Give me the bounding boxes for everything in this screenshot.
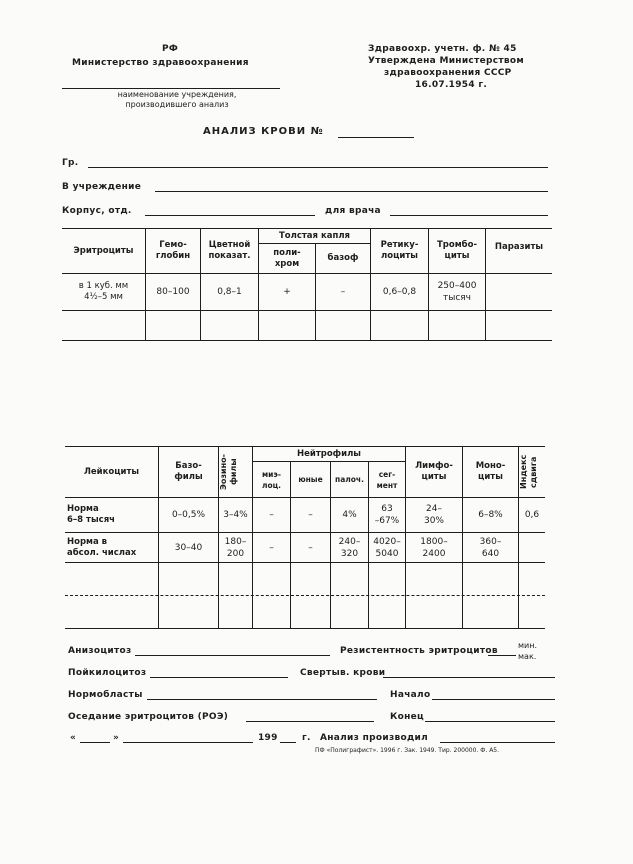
norm-lymphocytes: 24– 30%: [423, 504, 444, 526]
header-thick-drop: Толстая капля: [278, 230, 351, 241]
header-ministry: Министерство здравоохранения: [72, 58, 249, 68]
header-segmented: сег- мент: [376, 469, 398, 490]
poikilocytosis-label: Пойкилоцитоз: [68, 668, 147, 678]
institution-note-2: производившего анализ: [125, 100, 229, 109]
abs-lymphocytes: 1800– 2400: [420, 536, 448, 559]
norm-segmented: 63 –67%: [374, 504, 400, 526]
norm-basophils: 0–0,5%: [171, 510, 206, 520]
abs-band: 240– 320: [338, 536, 361, 559]
norm-color-index: 0,8–1: [217, 287, 242, 297]
day-field[interactable]: [80, 742, 110, 743]
esr-label: Оседание эритроцитов (РОЭ): [68, 712, 229, 722]
institution-label: В учреждение: [62, 182, 142, 192]
normoblasts-field[interactable]: [147, 699, 377, 700]
header-shift-index: Индекс сдвига: [519, 454, 538, 490]
norm-band: 4%: [342, 510, 357, 520]
header-lymphocytes: Лимфо- циты: [415, 461, 453, 482]
header-parasites: Паразиты: [494, 241, 544, 252]
anisocytosis-label: Анизоцитоз: [68, 646, 132, 656]
building-label: Корпус, отд.: [62, 206, 132, 216]
form-line-1: Здравоохр. учетн. ф. № 45: [368, 44, 517, 54]
abs-monocytes: 360– 640: [479, 536, 502, 559]
poikilocytosis-field[interactable]: [150, 677, 288, 678]
norm-shift-index: 0,6: [524, 510, 540, 520]
end-label: Конец: [390, 712, 425, 722]
year-field[interactable]: [280, 742, 296, 743]
header-thrombocytes: Тромбо- циты: [437, 240, 477, 261]
end-field[interactable]: [425, 721, 555, 722]
header-country: РФ: [161, 44, 179, 54]
abs-eosinophils: 180– 200: [224, 536, 247, 559]
abs-myelocytes: –: [269, 542, 274, 553]
month-field[interactable]: [123, 742, 253, 743]
abs-segmented: 4020– 5040: [373, 536, 401, 559]
form-line-4: 16.07.1954 г.: [415, 80, 488, 90]
header-leukocytes: Лейкоциты: [83, 466, 140, 477]
norm-young: –: [308, 510, 313, 520]
norm-myelocytes: –: [269, 510, 274, 520]
header-monocytes: Моно- циты: [475, 461, 506, 482]
citizen-label: Гр.: [62, 158, 79, 168]
header-color-index: Цветной показат.: [208, 240, 251, 261]
page-title: АНАЛИЗ КРОВИ №: [203, 126, 324, 137]
year-prefix: 199: [258, 733, 278, 743]
year-suffix: г.: [302, 733, 311, 743]
header-erythrocytes: Эритроциты: [73, 245, 134, 256]
abs-basophils: 30–40: [174, 542, 203, 553]
header-young: юные: [298, 475, 323, 484]
header-reticulocytes: Ретику- лоциты: [380, 240, 419, 261]
esr-field[interactable]: [246, 721, 374, 722]
norm-thrombocytes: 250–400 тысяч: [437, 281, 477, 303]
norm-erythrocytes: в 1 куб. мм 4½–5 мм: [78, 281, 129, 302]
header-basophils: Базо- филы: [174, 461, 203, 482]
norm-hemoglobin: 80–100: [156, 287, 190, 297]
header-basoph: базоф: [327, 253, 359, 263]
doctor-field[interactable]: [390, 215, 548, 216]
norm-basoph: –: [340, 287, 346, 297]
normoblasts-label: Нормобласты: [68, 690, 143, 700]
coagulation-label: Свертыв. крови: [300, 668, 386, 678]
header-neutrophils: Нейтрофилы: [297, 448, 361, 459]
min-label: мин.: [518, 641, 538, 650]
for-doctor-label: для врача: [325, 206, 381, 216]
max-label: мак.: [518, 652, 537, 661]
header-polychrom: поли- хром: [273, 247, 301, 269]
norm-eosinophils: 3–4%: [223, 510, 248, 520]
norm-row-label: Норма 6–8 тысяч: [67, 504, 115, 525]
institution-line: [62, 88, 280, 89]
abs-row-label: Норма в абсол. числах: [67, 536, 137, 558]
performed-field[interactable]: [440, 742, 555, 743]
institution-field[interactable]: [155, 191, 548, 192]
quote-close: »: [113, 733, 120, 743]
norm-polychrom: +: [283, 287, 291, 297]
imprint: ПФ «Полиграфист». 1996 г. Зак. 1949. Тир. 200000. Ф. А5.: [315, 747, 500, 754]
norm-reticulocytes: 0,6–0,8: [382, 287, 417, 297]
anisocytosis-field[interactable]: [135, 655, 330, 656]
performed-label: Анализ производил: [320, 733, 429, 743]
coagulation-field[interactable]: [383, 677, 555, 678]
abs-young: –: [308, 542, 313, 553]
building-field[interactable]: [145, 215, 315, 216]
header-eosinophils: Эозино- филы: [219, 454, 238, 490]
institution-note-1: наименование учреждения,: [117, 90, 237, 99]
start-field[interactable]: [432, 699, 555, 700]
norm-monocytes: 6–8%: [478, 510, 503, 520]
header-myelocytes: миэ- лоц.: [261, 469, 282, 490]
form-line-2: Утверждена Министерством: [368, 56, 525, 66]
header-band: палоч.: [335, 475, 364, 484]
start-label: Начало: [390, 690, 431, 700]
citizen-field[interactable]: [88, 167, 548, 168]
quote-open: «: [70, 733, 77, 743]
analysis-number-field[interactable]: [338, 137, 414, 138]
form-line-3: здравоохранения СССР: [384, 68, 512, 78]
resistance-field[interactable]: [488, 655, 516, 656]
header-hemoglobin: Гемо- глобин: [155, 240, 191, 261]
resistance-label: Резистентность эритроцитов: [340, 646, 498, 656]
